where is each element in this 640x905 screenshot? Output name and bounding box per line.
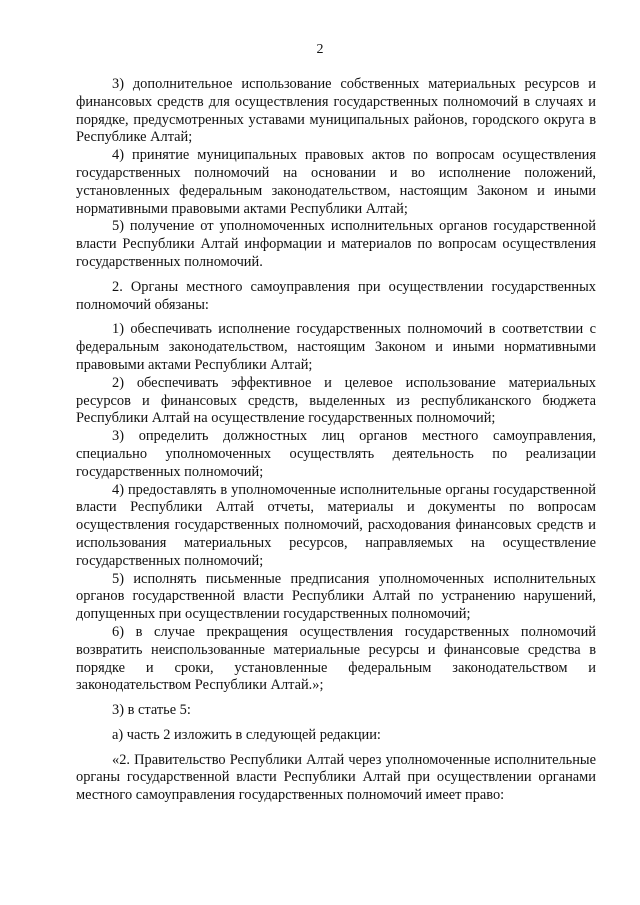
paragraph-duty-4: 4) предоставлять в уполномоченные исполнительные органы государственной власти Республики Алтай отчеты, материалы и документы по вопросам осуществления государственных полномочий, расходования финансовых средств и использования материальных ресурсов, направляемых на осуществление государственных полномочий; [76, 481, 596, 569]
paragraph-duty-5: 5) исполнять письменные предписания уполномоченных исполнительных органов государственной власти Республики Алтай по устранению нарушений, допущенных при осуществлении государственных полномочий; [76, 570, 596, 623]
paragraph-item-4: 4) принятие муниципальных правовых актов по вопросам осуществления государственных полномочий на основании и во исполнение положений, установленных федеральным законодательством, настоящим Законом и иными нормативными правовыми актами Республики Алтай; [76, 147, 596, 217]
paragraph-amendment-a: а) часть 2 изложить в следующей редакции: [112, 726, 381, 743]
paragraph-duty-3: 3) определить должностных лиц органов местного самоуправления, специально уполномоченных осуществлять деятельность по реализации государственных полномочий; [76, 428, 596, 480]
paragraph-article-5: 3) в статье 5: [112, 702, 191, 719]
paragraph-item-5: 5) получение от уполномоченных исполнительных органов государственной власти Республики Алтай информации и материалов по вопросам осуществления государственных полномочий. [76, 218, 596, 270]
paragraph-part-2: 2. Органы местного самоуправления при осуществлении государственных полномочий обязаны: [76, 278, 596, 313]
paragraph-duty-6: 6) в случае прекращения осуществления государственных полномочий возвратить неиспользованные материальные ресурсы и финансовые средства в порядке и сроки, установленные федеральным законодательством и законодательством Республики Алтай.»; [76, 623, 596, 694]
page-number: 2 [316, 42, 324, 57]
paragraph-item-3: 3) дополнительное использование собственных материальных ресурсов и финансовых средств для осуществления государственных полномочий в случаях и порядке, предусмотренных уставами муниципальных районов, городского округа в Республике Алтай; [76, 76, 596, 146]
paragraph-quoted-part-2: «2. Правительство Республики Алтай через уполномоченные исполнительные органы государственной власти Республики Алтай при осуществлении органами местного самоуправления государственных полномочий имеет право: [76, 751, 596, 804]
document-body [76, 76, 596, 805]
paragraph-duty-2: 2) обеспечивать эффективное и целевое использование материальных ресурсов и финансовых средств, выделенных из республиканского бюджета Республики Алтай на осуществление государственных полномочий; [76, 374, 596, 427]
paragraph-duty-1: 1) обеспечивать исполнение государственных полномочий в соответствии с федеральным законодательством, настоящим Законом и иными нормативными правовыми актами Республики Алтай; [76, 321, 596, 373]
